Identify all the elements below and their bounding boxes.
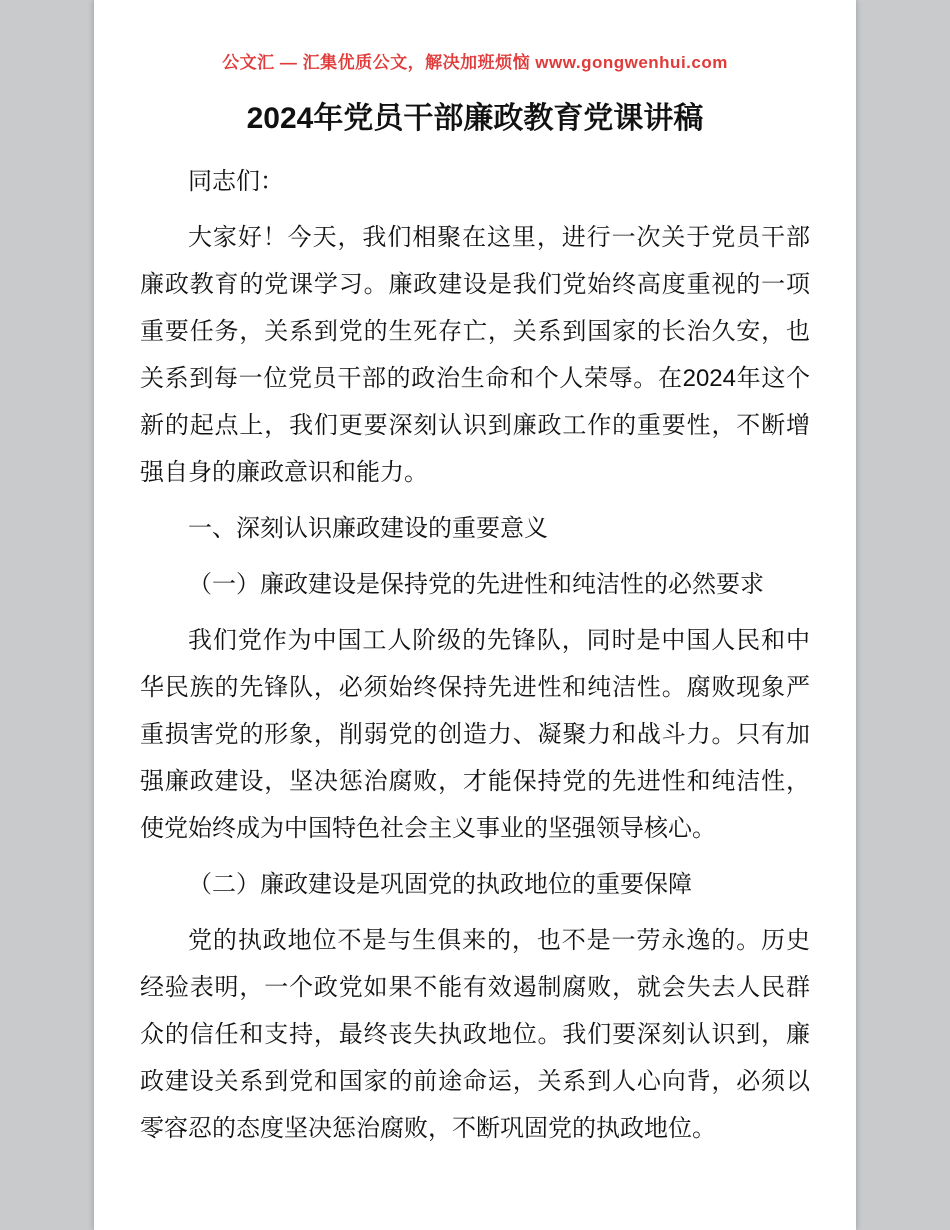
heading-section-1: 一、深刻认识廉政建设的重要意义: [188, 514, 548, 542]
site-watermark: 公文汇 — 汇集优质公文，解决加班烦恼 www.gongwenhui.com: [222, 53, 728, 72]
heading-subsection-1: （一）廉政建设是保持党的先进性和纯洁性的必然要求: [188, 570, 764, 598]
paragraph-subsection-2: 党的执政地位不是与生俱来的，也不是一劳永逸的。历史经验表明，一个政党如果不能有效遏制腐败，就会失去人民群众的信任和支持，最终丧失执政地位。我们要深刻认识到，廉政建设关系到党和国家的前途命运，关系到人心向背，必须以零容忍的态度坚决惩治腐败，不断巩固党的执政地位。: [140, 926, 810, 1142]
paragraph-subsection-1: 我们党作为中国工人阶级的先锋队，同时是中国人民和中华民族的先锋队，必须始终保持先进性和纯洁性。腐败现象严重损害党的形象，削弱党的创造力、凝聚力和战斗力。只有加强廉政建设，坚决惩治腐败，才能保持党的先进性和纯洁性，使党始终成为中国特色社会主义事业的坚强领导核心。: [140, 626, 810, 842]
paragraph-salutation: 同志们：: [188, 167, 284, 195]
document-body: [140, 158, 810, 1152]
document-page: [94, 0, 856, 1230]
document-title: 2024年党员干部廉政教育党课讲稿: [246, 102, 704, 135]
heading-subsection-2: （二）廉政建设是巩固党的执政地位的重要保障: [188, 870, 692, 898]
paragraph-intro: 大家好！今天，我们相聚在这里，进行一次关于党员干部廉政教育的党课学习。廉政建设是我们党始终高度重视的一项重要任务，关系到党的生死存亡，关系到国家的长治久安，也关系到每一位党员干部的政治生命和个人荣辱。在2024年这个新的起点上，我们更要深刻认识到廉政工作的重要性，不断增强自身的廉政意识和能力。: [140, 223, 810, 486]
